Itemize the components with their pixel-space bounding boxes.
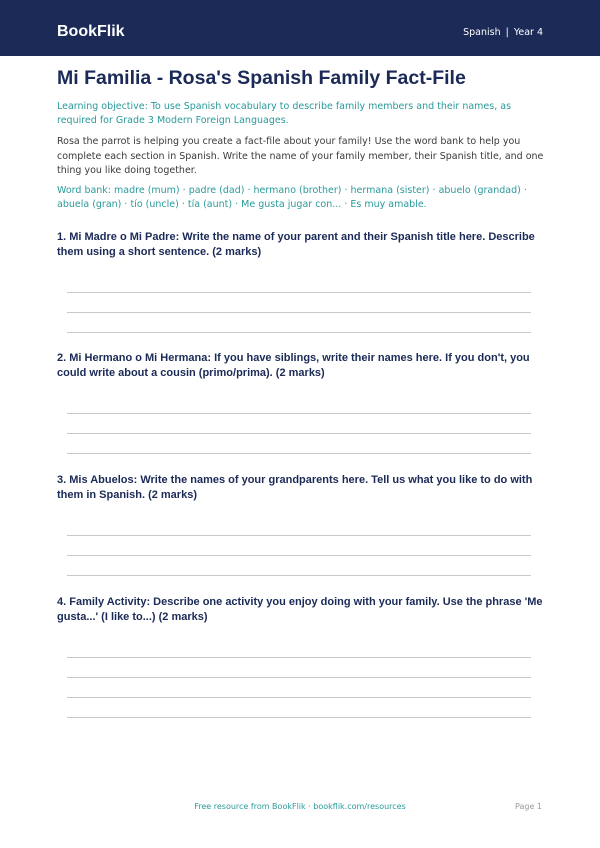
question-3: 3. Mis Abuelos: Write the names of your grandparents here. Tell us what you like to do with them in Spanish. (2 marks) [57, 474, 533, 501]
page-number: Page 1 [515, 802, 542, 811]
answer-line[interactable] [67, 453, 531, 454]
answer-line[interactable] [67, 657, 531, 658]
answer-line[interactable] [67, 697, 531, 698]
answer-line[interactable] [67, 575, 531, 576]
answer-line[interactable] [67, 332, 531, 333]
answer-line[interactable] [67, 677, 531, 678]
word-bank: Word bank: madre (mum) · padre (dad) · hermano (brother) · hermana (sister) · abuelo (grandad) · abuela (gran) · tío (uncle) · tía (aunt) · Me gusta jugar con... · Es muy amable. [57, 185, 527, 210]
subject-label: Spanish [463, 27, 501, 38]
learning-objective: Learning objective: To use Spanish vocabulary to describe family members and their names, as required for Grade 3 Modern Foreign Languages. [57, 101, 512, 126]
footer-text[interactable]: Free resource from BookFlik · bookflik.com/resources [194, 802, 406, 811]
question-2: 2. Mi Hermano o Mi Hermana: If you have siblings, write their names here. If you don't, you could write about a cousin (primo/prima). (2 marks) [57, 352, 530, 379]
answer-line[interactable] [67, 433, 531, 434]
meta-separator: | [505, 27, 509, 38]
answer-line[interactable] [67, 292, 531, 293]
intro-text: Rosa the parrot is helping you create a fact-file about your family! Use the word bank to help you complete each section in Spanish. Write the name of your family member, their Spanish title, and one thing you like doing together. [57, 136, 544, 176]
level-label: Year 4 [513, 27, 543, 38]
page-title: Mi Familia - Rosa's Spanish Family Fact-File [57, 67, 466, 89]
brand-logo[interactable]: BookFlik [57, 23, 125, 40]
subject-level [463, 27, 543, 39]
answer-line[interactable] [67, 535, 531, 536]
answer-line[interactable] [67, 312, 531, 313]
answer-line[interactable] [67, 717, 531, 718]
header-bar [0, 0, 600, 56]
question-1: 1. Mi Madre o Mi Padre: Write the name of your parent and their Spanish title here. Describe them using a short sentence. (2 marks) [57, 231, 535, 258]
answer-line[interactable] [67, 555, 531, 556]
answer-line[interactable] [67, 413, 531, 414]
question-4: 4. Family Activity: Describe one activity you enjoy doing with your family. Use the phrase 'Me gusta...' (I like to...) (2 marks) [57, 596, 543, 623]
